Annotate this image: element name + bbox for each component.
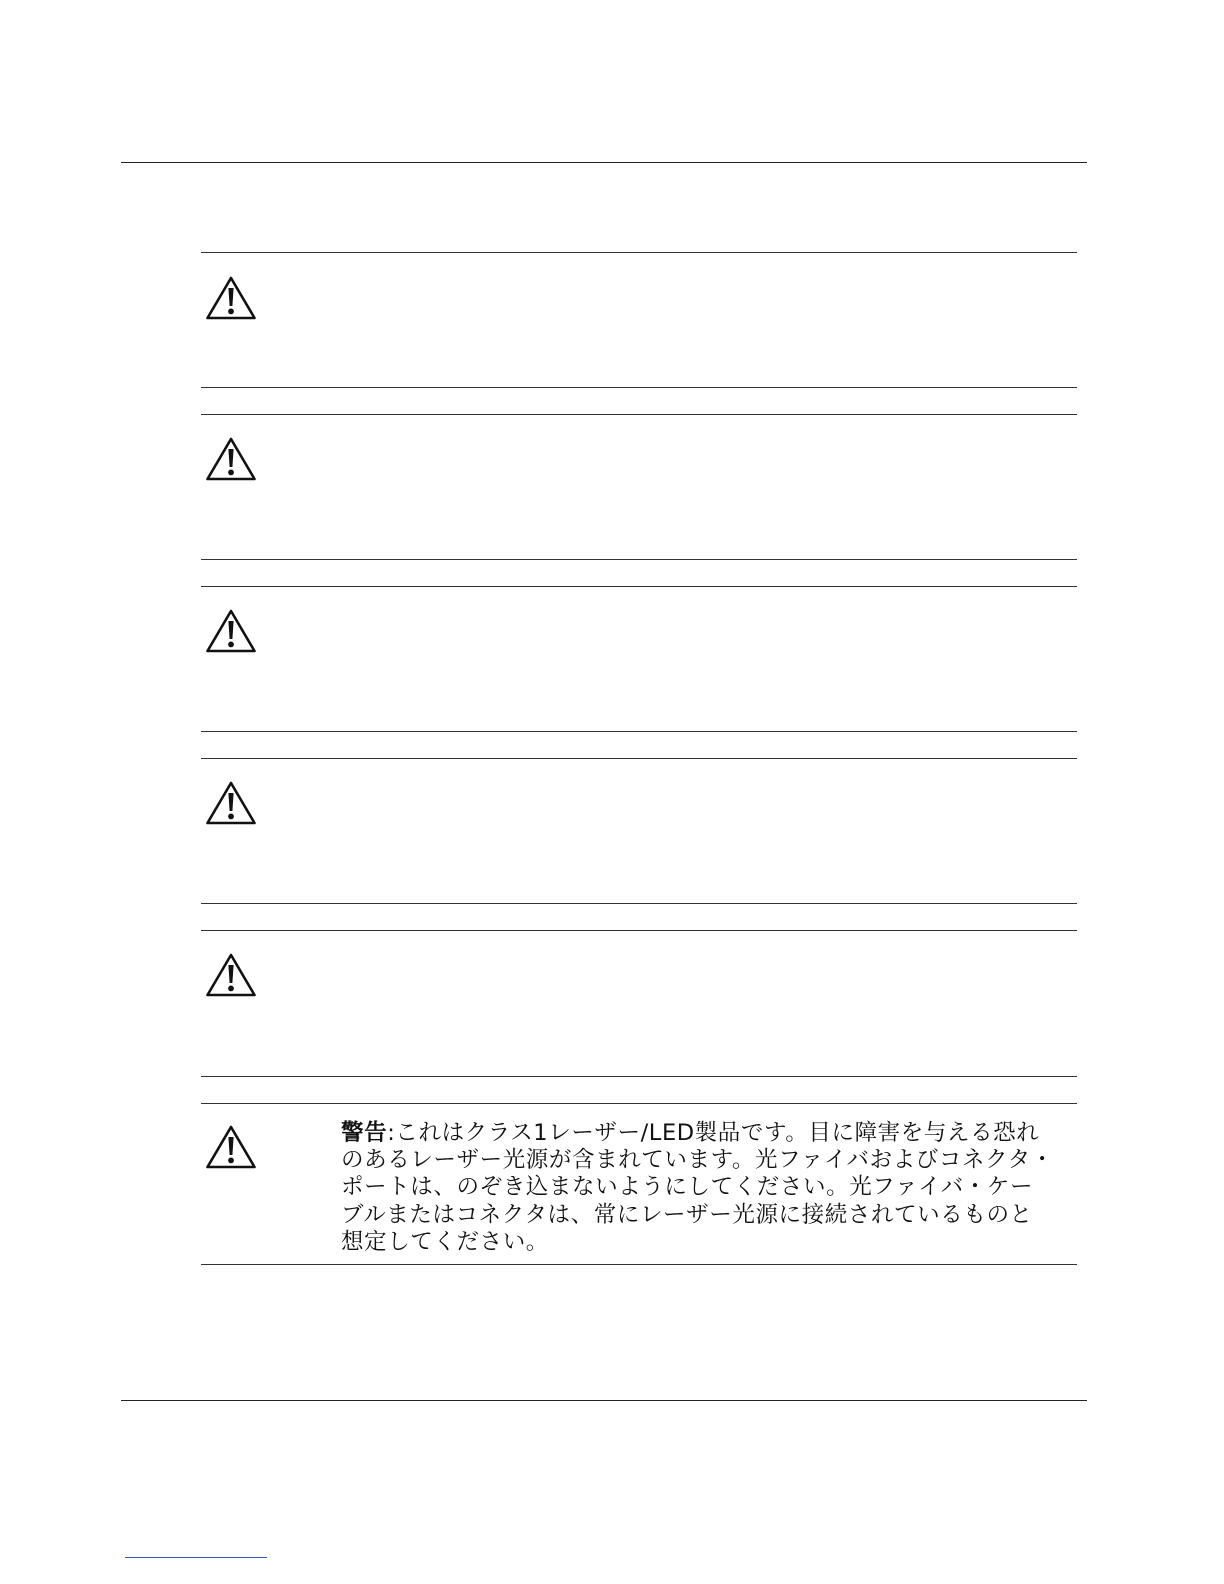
warning-3-bottom-rule — [201, 731, 1077, 732]
warning-label: 警告 — [341, 1120, 388, 1146]
warning-6-bottom-rule — [201, 1264, 1077, 1265]
warning-line-2: のあるレーザー光源が含まれています。光ファイバおよびコネクタ・ — [341, 1147, 1054, 1174]
warning-5-bottom-rule — [201, 1076, 1077, 1077]
warning-6-top-rule — [201, 1103, 1077, 1104]
warning-5-top-rule — [201, 930, 1077, 931]
warning-2-bottom-rule — [201, 559, 1077, 560]
warning-triangle-icon — [205, 436, 257, 482]
warning-line-1: 警告:これはクラス1レーザー/LED製品です。目に障害を与える恐れ — [341, 1120, 1040, 1146]
warning-triangle-icon — [205, 1124, 257, 1170]
warning-4-top-rule — [201, 758, 1077, 759]
footer-link[interactable] — [125, 1557, 267, 1558]
warning-4-bottom-rule — [201, 903, 1077, 904]
warning-triangle-icon — [205, 275, 257, 321]
warning-2-top-rule — [201, 414, 1077, 415]
warning-1-bottom-rule — [201, 387, 1077, 388]
warning-line-3: ポートは、のぞき込まないようにしてください。光ファイバ・ケー — [341, 1174, 1034, 1201]
header-rule — [121, 162, 1087, 163]
warning-line-4: ブルまたはコネクタは、常にレーザー光源に接続されているものと — [341, 1201, 1033, 1228]
warning-triangle-icon — [205, 608, 257, 654]
warning-line-5: 想定してください。 — [341, 1228, 549, 1255]
warning-triangle-icon — [205, 952, 257, 998]
warning-1-top-rule — [201, 252, 1077, 253]
footer-rule — [121, 1400, 1087, 1401]
warning-3-top-rule — [201, 586, 1077, 587]
japanese-laser-warning — [341, 1120, 1061, 1256]
warning-triangle-icon — [205, 780, 257, 826]
